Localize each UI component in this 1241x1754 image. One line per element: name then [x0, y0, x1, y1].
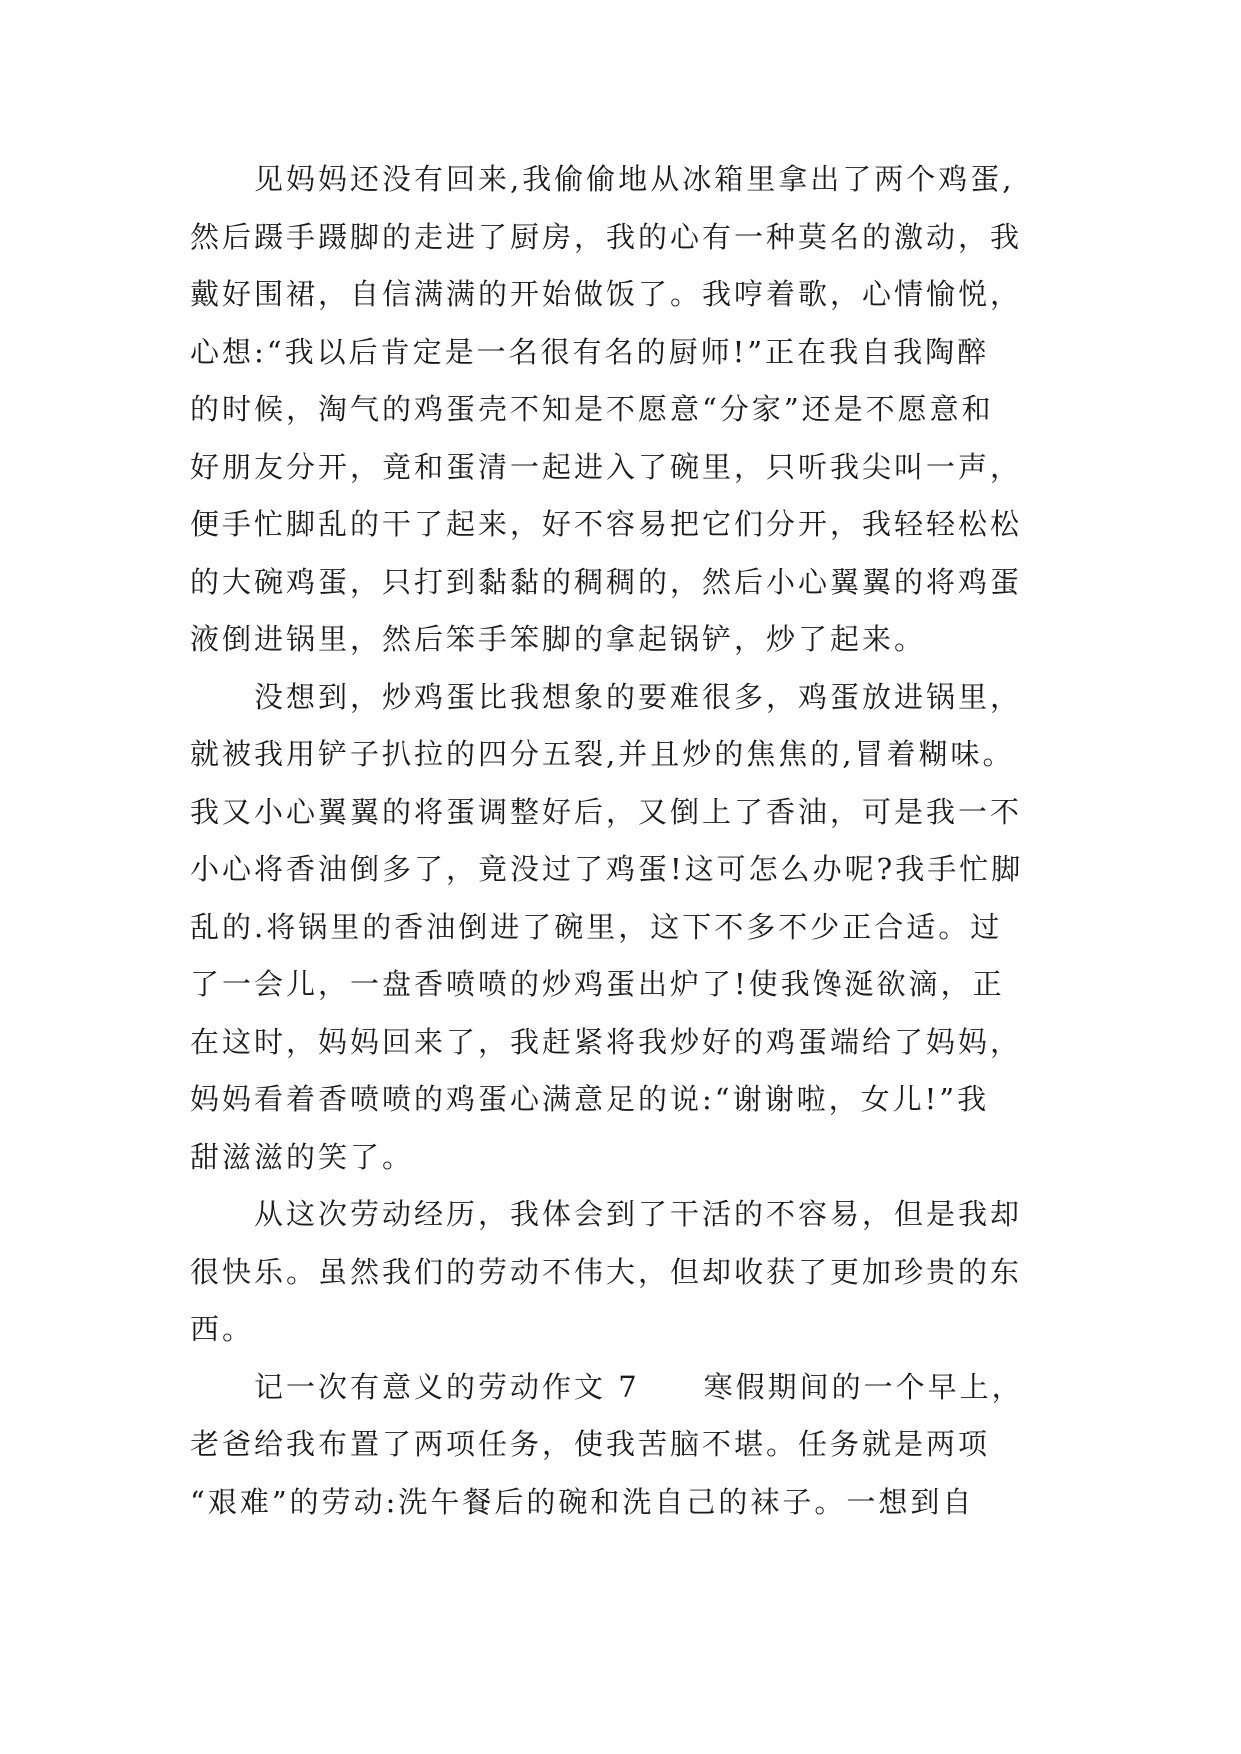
text-line: 的时候，淘气的鸡蛋壳不知是不愿意“分家”还是不愿意和	[190, 392, 994, 426]
text-line: 了一会儿，一盘香喷喷的炒鸡蛋出炉了!使我馋涎欲滴，正	[190, 967, 1005, 1001]
text-line: 的大碗鸡蛋，只打到黏黏的稠稠的，然后小心翼翼的将鸡蛋	[190, 564, 1023, 599]
paragraph-4	[190, 1359, 1080, 1532]
text-line: 老爸给我布置了两项任务，使我苦脑不堪。任务就是两项	[190, 1427, 991, 1461]
text-line: 在这时，妈妈回来了，我赶紧将我炒好的鸡蛋端给了妈妈，	[190, 1024, 1023, 1059]
text-line: 记一次有意义的劳动作文 7 寒假期间的一个早上，	[254, 1369, 1024, 1404]
text-line: 甜滋滋的笑了。	[190, 1139, 415, 1174]
paragraph-2	[190, 669, 1080, 1187]
text-line: 液倒进锅里，然后笨手笨脚的拿起锅铲，炒了起来。	[190, 622, 927, 656]
text-line: “艰难”的劳动:洗午餐后的碗和洗自己的袜子。一想到自	[190, 1484, 975, 1519]
text-line: 很快乐。虽然我们的劳动不伟大，但却收获了更加珍贵的东	[190, 1254, 1023, 1289]
text-line: 戴好围裙，自信满满的开始做饭了。我哼着歌，心情愉悦，	[190, 277, 1023, 311]
text-line: 妈妈看着香喷喷的鸡蛋心满意足的说:“谢谢啦，女儿!”我	[190, 1082, 990, 1116]
text-line: 就被我用铲子扒拉的四分五裂,并且炒的焦焦的,冒着糊味。	[190, 737, 1015, 771]
text-line: 没想到，炒鸡蛋比我想象的要难很多，鸡蛋放进锅里，	[254, 679, 1023, 714]
text-line: 好朋友分开，竟和蛋清一起进入了碗里，只听我尖叫一声，	[190, 449, 1023, 484]
text-line: 我又小心翼翼的将蛋调整好后，又倒上了香油，可是我一不	[190, 794, 1023, 829]
paragraph-1	[190, 151, 1080, 669]
text-line: 乱的.将锅里的香油倒进了碗里，这下不多不少正合适。过	[190, 909, 1003, 944]
paragraph-3	[190, 1186, 1080, 1359]
text-line: 见妈妈还没有回来,我偷偷地从冰箱里拿出了两个鸡蛋,	[254, 162, 1015, 196]
text-line: 小心将香油倒多了，竟没过了鸡蛋!这可怎么办呢?我手忙脚	[190, 852, 1024, 886]
text-line: 便手忙脚乱的干了起来，好不容易把它们分开，我轻轻松松	[190, 507, 1023, 541]
text-line: 西。	[190, 1312, 255, 1346]
text-line: 从这次劳动经历，我体会到了干活的不容易，但是我却	[254, 1197, 1023, 1231]
text-line: 然后蹑手蹑脚的走进了厨房，我的心有一种莫名的激动，我	[190, 219, 1023, 254]
text-line: 心想:“我以后肯定是一名很有名的厨师!”正在我自我陶醉	[190, 334, 990, 369]
essay-body	[190, 151, 1080, 1531]
